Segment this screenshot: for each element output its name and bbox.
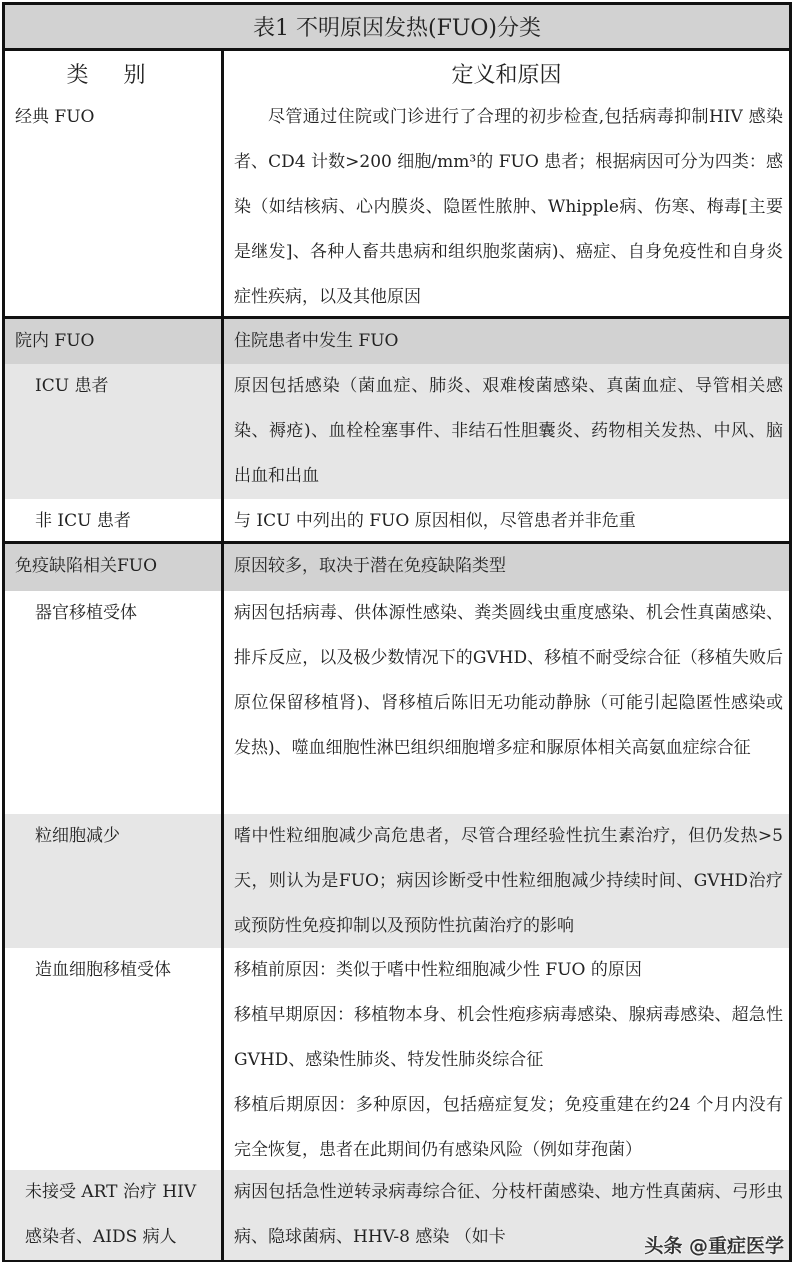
table-row-classic-fuo <box>5 95 789 319</box>
table-title: 表1 不明原因发热(FUO)分类 <box>5 5 789 51</box>
definition-text: 病因包括急性逆转录病毒综合征、分枝杆菌感染、地方性真菌病、弓形虫病、隐球菌病、HHV-8 感染 （如卡 <box>234 1182 783 1247</box>
row-definition <box>224 95 789 319</box>
row-category: 造血细胞移植受体 <box>5 948 224 1170</box>
definition-text-pre: 移植前原因：类似于嗜中性粒细胞减少性 FUO 的原因 <box>234 960 642 980</box>
row-category: 粒细胞减少 <box>5 814 224 948</box>
row-definition <box>224 814 789 948</box>
table-row-neutropenia <box>5 814 789 948</box>
definition-text: 原因较多，取决于潜在免疫缺陷类型 <box>234 556 506 576</box>
watermark: 头条 @重症医学 <box>644 1235 784 1257</box>
row-definition <box>224 544 789 591</box>
table-header-row <box>5 51 789 98</box>
row-definition <box>224 591 789 814</box>
definition-text: 与 ICU 中列出的 FUO 原因相似，尽管患者并非危重 <box>234 511 636 531</box>
definition-text-late: 移植后期原因：多种原因，包括癌症复发；免疫重建在约24 个月内没有完全恢复，患者在此期间仍有感染风险（例如芽孢菌） <box>234 1095 783 1160</box>
table-row-non-icu-patients <box>5 499 789 544</box>
row-category: 院内 FUO <box>5 319 224 364</box>
row-definition <box>224 499 789 544</box>
definition-text: 尽管通过住院或门诊进行了合理的初步检查,包括病毒抑制HIV 感染者、CD4 计数>200 细胞/mm³的 FUO 患者；根据病因可分为四类：感染（如结核病、心内膜炎、隐匿性脓肿、Whipple病、伤寒、梅毒[主要是继发]、各种人畜共患病和组织胞浆菌病)、癌症、自身免疫性和自身炎症性疾病，以及其他原因 <box>234 107 783 307</box>
table-row-icu-patients <box>5 364 789 499</box>
row-category: 免疫缺陷相关FUO <box>5 544 224 591</box>
definition-text: 嗜中性粒细胞减少高危患者，尽管合理经验性抗生素治疗，但仍发热>5 天，则认为是FUO；病因诊断受中性粒细胞减少持续时间、GVHD治疗或预防性免疫抑制以及预防性抗菌治疗的影响 <box>234 826 783 936</box>
row-category: 未接受 ART 治疗 HIV 感染者、AIDS 病人 <box>5 1170 224 1260</box>
header-definition: 定义和原因 <box>451 62 562 88</box>
table-row-hct-recipients <box>5 948 789 1170</box>
row-category: ICU 患者 <box>5 364 224 499</box>
row-category: 器官移植受体 <box>5 591 224 814</box>
row-category: 非 ICU 患者 <box>5 499 224 544</box>
definition-text: 住院患者中发生 FUO <box>234 331 399 351</box>
row-definition <box>224 364 789 499</box>
definition-text: 病因包括病毒、供体源性感染、粪类圆线虫重度感染、机会性真菌感染、排斥反应，以及极少数情况下的GVHD、移植不耐受综合征（移植失败后原位保留移植肾)、肾移植后陈旧无功能动静脉（可能引起隐匿性感染或发热)、噬血细胞性淋巴组织细胞增多症和脲原体相关高氨血症综合征 <box>234 603 783 758</box>
row-category: 经典 FUO <box>5 95 224 319</box>
table-row-nosocomial-fuo <box>5 316 789 364</box>
definition-text: 原因包括感染（菌血症、肺炎、艰难梭菌感染、真菌血症、导管相关感染、褥疮)、血栓栓塞事件、非结石性胆囊炎、药物相关发热、中风、脑出血和出血 <box>234 376 783 486</box>
definition-text-early: 移植早期原因：移植物本身、机会性疱疹病毒感染、腺病毒感染、超急性GVHD、感染性肺炎、特发性肺炎综合征 <box>234 1005 783 1070</box>
fuo-classification-table <box>2 2 792 1262</box>
row-definition <box>224 948 789 1170</box>
table-row-organ-transplant <box>5 591 789 814</box>
table-row-immunodeficiency-fuo <box>5 541 789 591</box>
header-category: 类 别 <box>5 51 224 95</box>
row-definition <box>224 319 789 364</box>
